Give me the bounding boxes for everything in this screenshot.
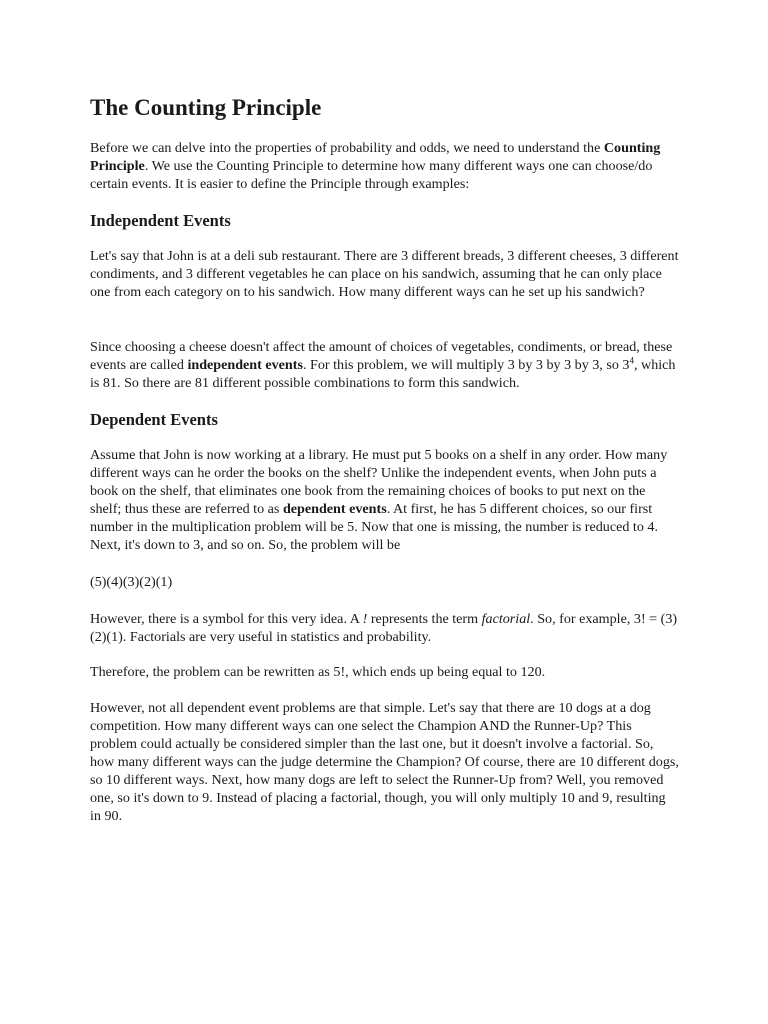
intro-text-after: . We use the Counting Principle to determine how many different ways one can choose/do certain events. It is easier to define the Principle through examples: [90, 158, 653, 192]
independent-events-heading: Independent Events [90, 211, 231, 230]
dependent-p1-before: Assume that John is now working at a library. He must put 5 books on a shelf in any order. How many different ways can he order the books on the shelf? Unlike the independent events, when John puts a book on the shelf, that eliminates one book from the remaining choices of books to put next on the shelf; thus these are referred to as [90, 447, 668, 517]
factorial-paragraph [90, 610, 680, 646]
independent-p2-mid: . For this problem, we will multiply 3 by 3 by 3 by 3, so 3 [302, 357, 630, 373]
dependent-paragraph-1 [90, 446, 680, 554]
independent-p2-after: , which is 81. So there are 81 different possible combinations to form this sandwich. [90, 357, 676, 391]
factorial-p-before: However, there is a symbol for this very idea. A [90, 611, 363, 627]
page-title: The Counting Principle [90, 95, 322, 120]
independent-events-term: independent events [187, 357, 303, 373]
dependent-p1-after: . At first, he has 5 different choices, so our first number in the multiplication problem will be 5. Now that one is missing, the number is reduced to 4. Next, it's down to 3, and so on. So, the problem will be [90, 501, 658, 553]
factorial-p-mid: represents the term [367, 611, 482, 627]
factorial-term: factorial [481, 611, 531, 627]
dependent-events-term: dependent events [282, 501, 387, 517]
factorial-symbol: ! [362, 611, 368, 627]
exponent: 4 [629, 355, 634, 366]
independent-p2-before: Since choosing a cheese doesn't affect the amount of choices of vegetables, condiments, or bread, these events are called [90, 339, 673, 373]
dogs-paragraph: However, not all dependent event problems are that simple. Let's say that there are 10 dogs at a dog competition. How many different ways can one select the Champion AND the Runner-Up? This problem could actually be considered simpler than the last one, but it doesn't involve a factorial. So, how many different ways can the judge determine the Champion? Of course, there are 10 different dogs, so 10 different ways. Next, how many dogs are left to select the Runner-Up from? Well, you removed one, so it's down to 9. Instead of placing a factorial, though, you will only multiply 10 and 9, resulting in 90. [90, 700, 679, 824]
intro-paragraph [90, 139, 680, 193]
dependent-events-heading: Dependent Events [90, 410, 218, 429]
intro-bold-term: Counting Principle [90, 140, 661, 174]
independent-paragraph-1: Let's say that John is at a deli sub restaurant. There are 3 different breads, 3 different cheeses, 3 different condiments, and 3 different vegetables he can place on his sandwich, assuming that he can only place one from each category on to his sandwich. How many different ways can he set up his sandwich? [90, 248, 679, 300]
independent-paragraph-2 [90, 338, 680, 392]
intro-text-before: Before we can delve into the properties of probability and odds, we need to understand the [90, 140, 604, 156]
rewrite-paragraph: Therefore, the problem can be rewritten as 5!, which ends up being equal to 120. [90, 664, 546, 680]
factorial-p-after: . So, for example, 3! = (3)(2)(1). Factorials are very useful in statistics and probability. [90, 611, 678, 645]
factorial-expression: (5)(4)(3)(2)(1) [90, 574, 173, 590]
